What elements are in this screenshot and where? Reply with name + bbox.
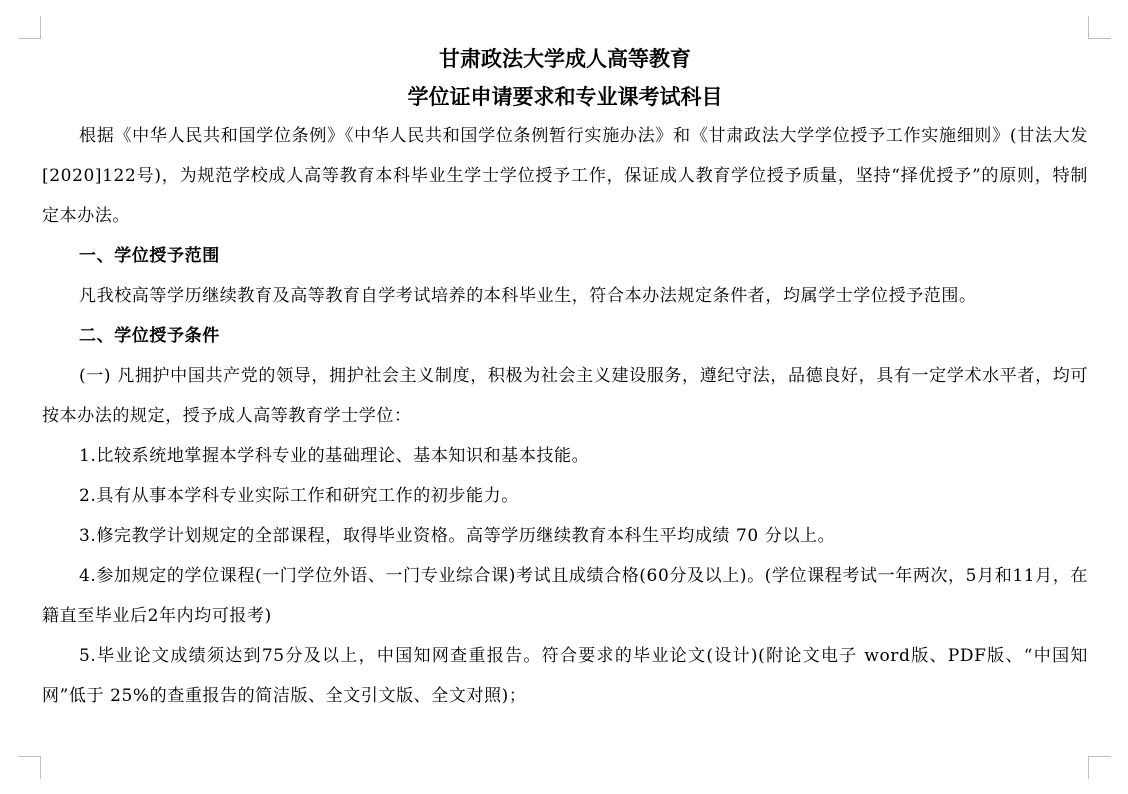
document-body [42, 40, 1088, 716]
condition-item-5: 5.毕业论文成绩须达到75分及以上，中国知网查重报告。符合要求的毕业论文(设计)(附论文电子 word版、PDF版、“中国知网”低于 25%的查重报告的简洁版、全文引文版、全文对照)； [42, 646, 1088, 706]
crop-mark-top-right [1088, 16, 1111, 39]
crop-mark-bottom-right [1088, 756, 1111, 779]
document-title-line2: 学位证申请要求和专业课考试科目 [407, 85, 723, 109]
condition-item-1: 1.比较系统地掌握本学科专业的基础理论、基本知识和基本技能。 [79, 446, 590, 466]
document-title-line1: 甘肃政法大学成人高等教育 [439, 47, 691, 71]
crop-mark-top-left [18, 16, 41, 39]
condition-item-3: 3.修完教学计划规定的全部课程，取得毕业资格。高等学历继续教育本科生平均成绩 70 分以上。 [79, 526, 836, 546]
section1-heading: 一、学位授予范围 [79, 246, 220, 266]
intro-paragraph: 根据《中华人民共和国学位条例》《中华人民共和国学位条例暂行实施办法》和《甘肃政法大学学位授予工作实施细则》(甘法大发[2020]122号)，为规范学校成人高等教育本科毕业生学士学位授予工作，保证成人教育学位授予质量，坚持“择优授予”的原则，特制定本办法。 [42, 126, 1088, 226]
section2-subsection1: (一) 凡拥护中国共产党的领导，拥护社会主义制度，积极为社会主义建设服务，遵纪守法，品德良好，具有一定学术水平者，均可按本办法的规定，授予成人高等教育学士学位： [42, 366, 1088, 426]
condition-item-4: 4.参加规定的学位课程(一门学位外语、一门专业综合课)考试且成绩合格(60分及以上)。(学位课程考试一年两次，5月和11月，在籍直至毕业后2年内均可报考) [42, 566, 1088, 626]
section1-paragraph: 凡我校高等学历继续教育及高等教育自学考试培养的本科毕业生，符合本办法规定条件者，均属学士学位授予范围。 [79, 286, 977, 306]
crop-mark-bottom-left [18, 756, 41, 779]
condition-item-2: 2.具有从事本学科专业实际工作和研究工作的初步能力。 [79, 486, 519, 506]
section2-heading: 二、学位授予条件 [79, 326, 220, 346]
